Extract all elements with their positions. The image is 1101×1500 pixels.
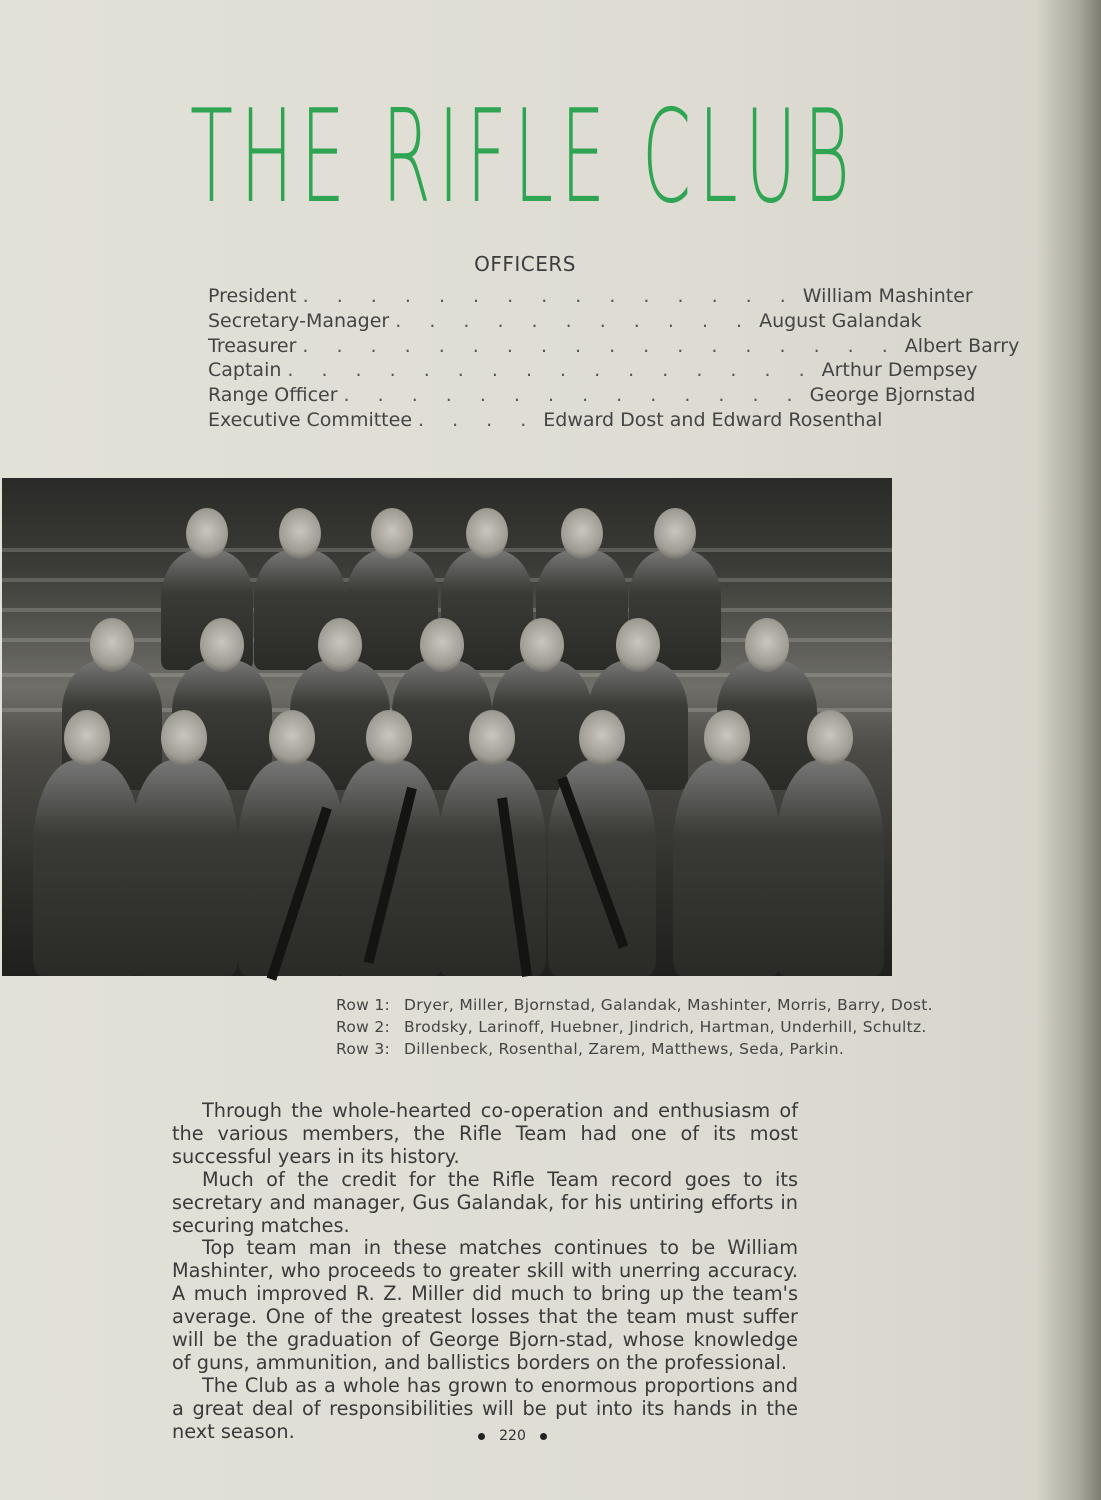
caption-row-names: Brodsky, Larinoff, Huebner, Jindrich, Hartman, Underhill, Schultz. (404, 1018, 927, 1036)
caption-row (336, 1016, 927, 1038)
member-figure (438, 760, 546, 976)
member-head (561, 508, 603, 559)
dot-leader: . . . . . . . . . . . (395, 309, 754, 332)
member-head (64, 710, 110, 766)
team-photo (2, 478, 892, 976)
title-letter (352, 94, 374, 222)
dot-leader: . . . . . . . . . . . . . . . (302, 285, 797, 307)
officer-name: Edward Dost and Edward Rosenthal (543, 408, 883, 431)
bleacher-step (2, 548, 892, 552)
member-figure (33, 760, 141, 976)
title-letter: R (381, 83, 431, 232)
officer-role: Secretary-Manager (208, 309, 390, 332)
officer-row (208, 383, 976, 408)
title-letter: L (514, 83, 554, 232)
officer-row (208, 358, 978, 383)
title-letter: C (642, 83, 692, 232)
member-head (318, 618, 362, 672)
officer-row (208, 408, 883, 433)
dot-leader: . . . . (418, 408, 538, 431)
title-letter: F (466, 83, 507, 232)
member-head (161, 710, 207, 766)
page-title (190, 83, 850, 232)
caption-row (336, 994, 933, 1016)
member-head (279, 508, 321, 559)
member-head (200, 618, 244, 672)
title-letter: H (240, 83, 294, 232)
member-head (469, 710, 515, 766)
officer-role: Captain (208, 359, 282, 382)
caption-row-label: Row 1: (336, 996, 391, 1014)
paragraph: Much of the credit for the Rifle Team record goes to its secretary and manager, Gus Galandak, for his untiring efforts in securing matches. (172, 1167, 798, 1237)
member-head (704, 710, 750, 766)
title-letter: I (438, 83, 459, 232)
paragraph: Top team man in these matches continues to be William Mashinter, who proceeds to greater skill with unerring accuracy. A much improved R. Z. Miller did much to bring up the team's average. One of the greatest losses that the team must suffer will be the graduation of George Bjorn-stad, whose knowledge of guns, ammunition, and ballistics borders on the professional. (172, 1236, 798, 1374)
title-letter: E (560, 83, 606, 232)
member-head (186, 508, 228, 559)
member-head (807, 710, 853, 766)
title-letter: T (190, 83, 234, 232)
member-figure (238, 760, 346, 976)
bullet-icon (540, 1433, 547, 1440)
member-head (654, 508, 696, 559)
page-number (0, 1428, 1025, 1444)
photo-caption (336, 994, 933, 1060)
body-text (172, 1100, 798, 1444)
caption-row-label: Row 2: (336, 1018, 391, 1036)
officer-name: August Galandak (759, 309, 922, 332)
title-letter: L (698, 83, 738, 232)
member-head (616, 618, 660, 672)
officer-name: William Mashinter (802, 285, 973, 307)
member-head (366, 710, 412, 766)
member-figure (776, 760, 884, 976)
title-letter: U (744, 83, 797, 232)
member-head (371, 508, 413, 559)
dot-leader: . . . . . . . . . . . . . . . . . . (302, 334, 899, 357)
caption-row (336, 1038, 896, 1060)
member-head (269, 710, 315, 766)
caption-row-label: Row 3: (336, 1040, 391, 1058)
officer-row (208, 309, 922, 334)
officer-name: George Bjornstad (809, 384, 976, 407)
member-figure (673, 760, 781, 976)
member-head (745, 618, 789, 672)
officer-row (208, 334, 1020, 359)
dot-leader: . . . . . . . . . . . . . . (343, 384, 804, 407)
bullet-icon (478, 1433, 485, 1440)
officer-role: Range Officer (208, 384, 338, 407)
officer-role: Executive Committee (208, 408, 413, 431)
officer-role: President (208, 285, 297, 307)
dot-leader: . . . . . . . . . . . . . . . . (287, 359, 816, 382)
paragraph: Through the whole-hearted co-operation and enthusiasm of the various members, the Rifle Team had one of its most successful years in its history. (172, 1099, 798, 1168)
officer-role: Treasurer (208, 334, 297, 357)
page-number-text: 220 (499, 1428, 526, 1444)
officer-name: Arthur Dempsey (821, 359, 978, 382)
caption-row-names: Dryer, Miller, Bjornstad, Galandak, Mashinter, Morris, Barry, Dost. (404, 996, 933, 1014)
title-letter: B (803, 83, 850, 232)
officers-list (208, 284, 1020, 433)
member-head (579, 710, 625, 766)
officers-heading: OFFICERS (474, 252, 576, 276)
member-head (90, 618, 134, 672)
paragraph: The Club as a whole has grown to enormous proportions and a great deal of responsibilities will be put into its hands in the next season. (172, 1373, 798, 1443)
officer-row (208, 284, 973, 309)
officer-name: Albert Barry (904, 334, 1020, 357)
title-letter (612, 94, 634, 222)
member-head (466, 508, 508, 559)
member-figure (130, 760, 238, 976)
title-letter: E (300, 83, 346, 232)
member-head (520, 618, 564, 672)
member-head (420, 618, 464, 672)
caption-row-names: Dillenbeck, Rosenthal, Zarem, Matthews, Seda, Parkin. (404, 1040, 845, 1058)
